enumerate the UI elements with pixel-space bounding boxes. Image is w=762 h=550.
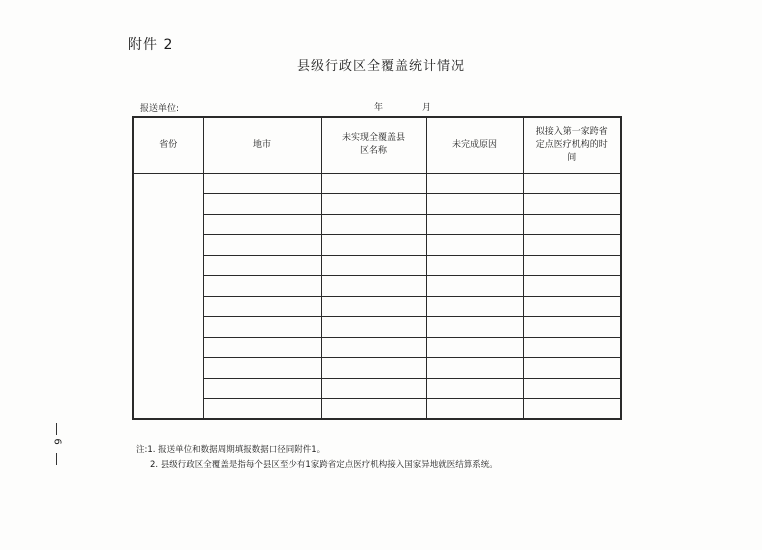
reason-cell xyxy=(426,337,523,358)
table-header-row xyxy=(133,117,621,173)
county-cell xyxy=(321,276,426,297)
reason-cell xyxy=(426,173,523,194)
reason-cell xyxy=(426,235,523,256)
table-row xyxy=(133,399,621,420)
year-label: 年 xyxy=(374,103,384,113)
city-cell xyxy=(203,194,321,215)
report-unit-label: 报送单位: xyxy=(140,104,180,114)
table-row xyxy=(133,173,621,194)
column-header-planned-time: 拟接入第一家跨省定点医疗机构的时间 xyxy=(523,117,621,173)
footnotes xyxy=(136,443,498,473)
document-title: 县级行政区全覆盖统计情况 xyxy=(296,59,465,74)
planned-time-cell xyxy=(523,276,621,297)
province-cell xyxy=(133,173,203,419)
month-label: 月 xyxy=(422,103,432,113)
county-cell xyxy=(321,337,426,358)
city-cell xyxy=(203,296,321,317)
planned-time-cell xyxy=(523,214,621,235)
county-cell xyxy=(321,296,426,317)
planned-time-cell xyxy=(523,358,621,379)
attachment-label: 附件 2 xyxy=(128,37,174,53)
reason-cell xyxy=(426,194,523,215)
page-number xyxy=(50,423,64,473)
reason-cell xyxy=(426,214,523,235)
county-cell xyxy=(321,399,426,420)
reason-cell xyxy=(426,378,523,399)
reason-cell xyxy=(426,296,523,317)
table-row xyxy=(133,358,621,379)
planned-time-cell xyxy=(523,378,621,399)
planned-time-cell xyxy=(523,194,621,215)
planned-time-cell xyxy=(523,337,621,358)
planned-time-cell xyxy=(523,296,621,317)
city-cell xyxy=(203,235,321,256)
statistics-table xyxy=(132,116,622,420)
table-body xyxy=(133,173,621,419)
reason-cell xyxy=(426,358,523,379)
city-cell xyxy=(203,317,321,338)
footnote-1: 注:1. 报送单位和数据周期填报数据口径同附件1。 xyxy=(136,445,326,455)
table-row xyxy=(133,317,621,338)
table-row xyxy=(133,276,621,297)
county-cell xyxy=(321,255,426,276)
county-cell xyxy=(321,358,426,379)
city-cell xyxy=(203,378,321,399)
planned-time-cell xyxy=(523,173,621,194)
page-number-dash-bottom xyxy=(56,453,57,465)
table-row xyxy=(133,255,621,276)
page-number-dash-top xyxy=(56,423,57,435)
county-cell xyxy=(321,378,426,399)
reason-cell xyxy=(426,399,523,420)
planned-time-cell xyxy=(523,317,621,338)
county-cell xyxy=(321,214,426,235)
reason-cell xyxy=(426,255,523,276)
county-cell xyxy=(321,173,426,194)
county-cell xyxy=(321,317,426,338)
column-header-city: 地市 xyxy=(203,117,321,173)
table-row xyxy=(133,296,621,317)
column-header-province: 省份 xyxy=(133,117,203,173)
city-cell xyxy=(203,399,321,420)
table-row xyxy=(133,214,621,235)
planned-time-cell xyxy=(523,255,621,276)
planned-time-cell xyxy=(523,235,621,256)
table-row xyxy=(133,337,621,358)
city-cell xyxy=(203,337,321,358)
reason-cell xyxy=(426,317,523,338)
column-header-reason: 未完成原因 xyxy=(426,117,523,173)
county-cell xyxy=(321,235,426,256)
planned-time-cell xyxy=(523,399,621,420)
city-cell xyxy=(203,173,321,194)
city-cell xyxy=(203,276,321,297)
footnote-2: 2. 县级行政区全覆盖是指每个县区至少有1家跨省定点医疗机构接入国家异地就医结算系统。 xyxy=(150,460,498,470)
county-cell xyxy=(321,194,426,215)
table-row xyxy=(133,235,621,256)
table-row xyxy=(133,378,621,399)
page-number-value: 6 xyxy=(51,438,63,445)
city-cell xyxy=(203,214,321,235)
column-header-uncovered-county: 未实现全覆盖县区名称 xyxy=(321,117,426,173)
city-cell xyxy=(203,255,321,276)
city-cell xyxy=(203,358,321,379)
table-row xyxy=(133,194,621,215)
reason-cell xyxy=(426,276,523,297)
